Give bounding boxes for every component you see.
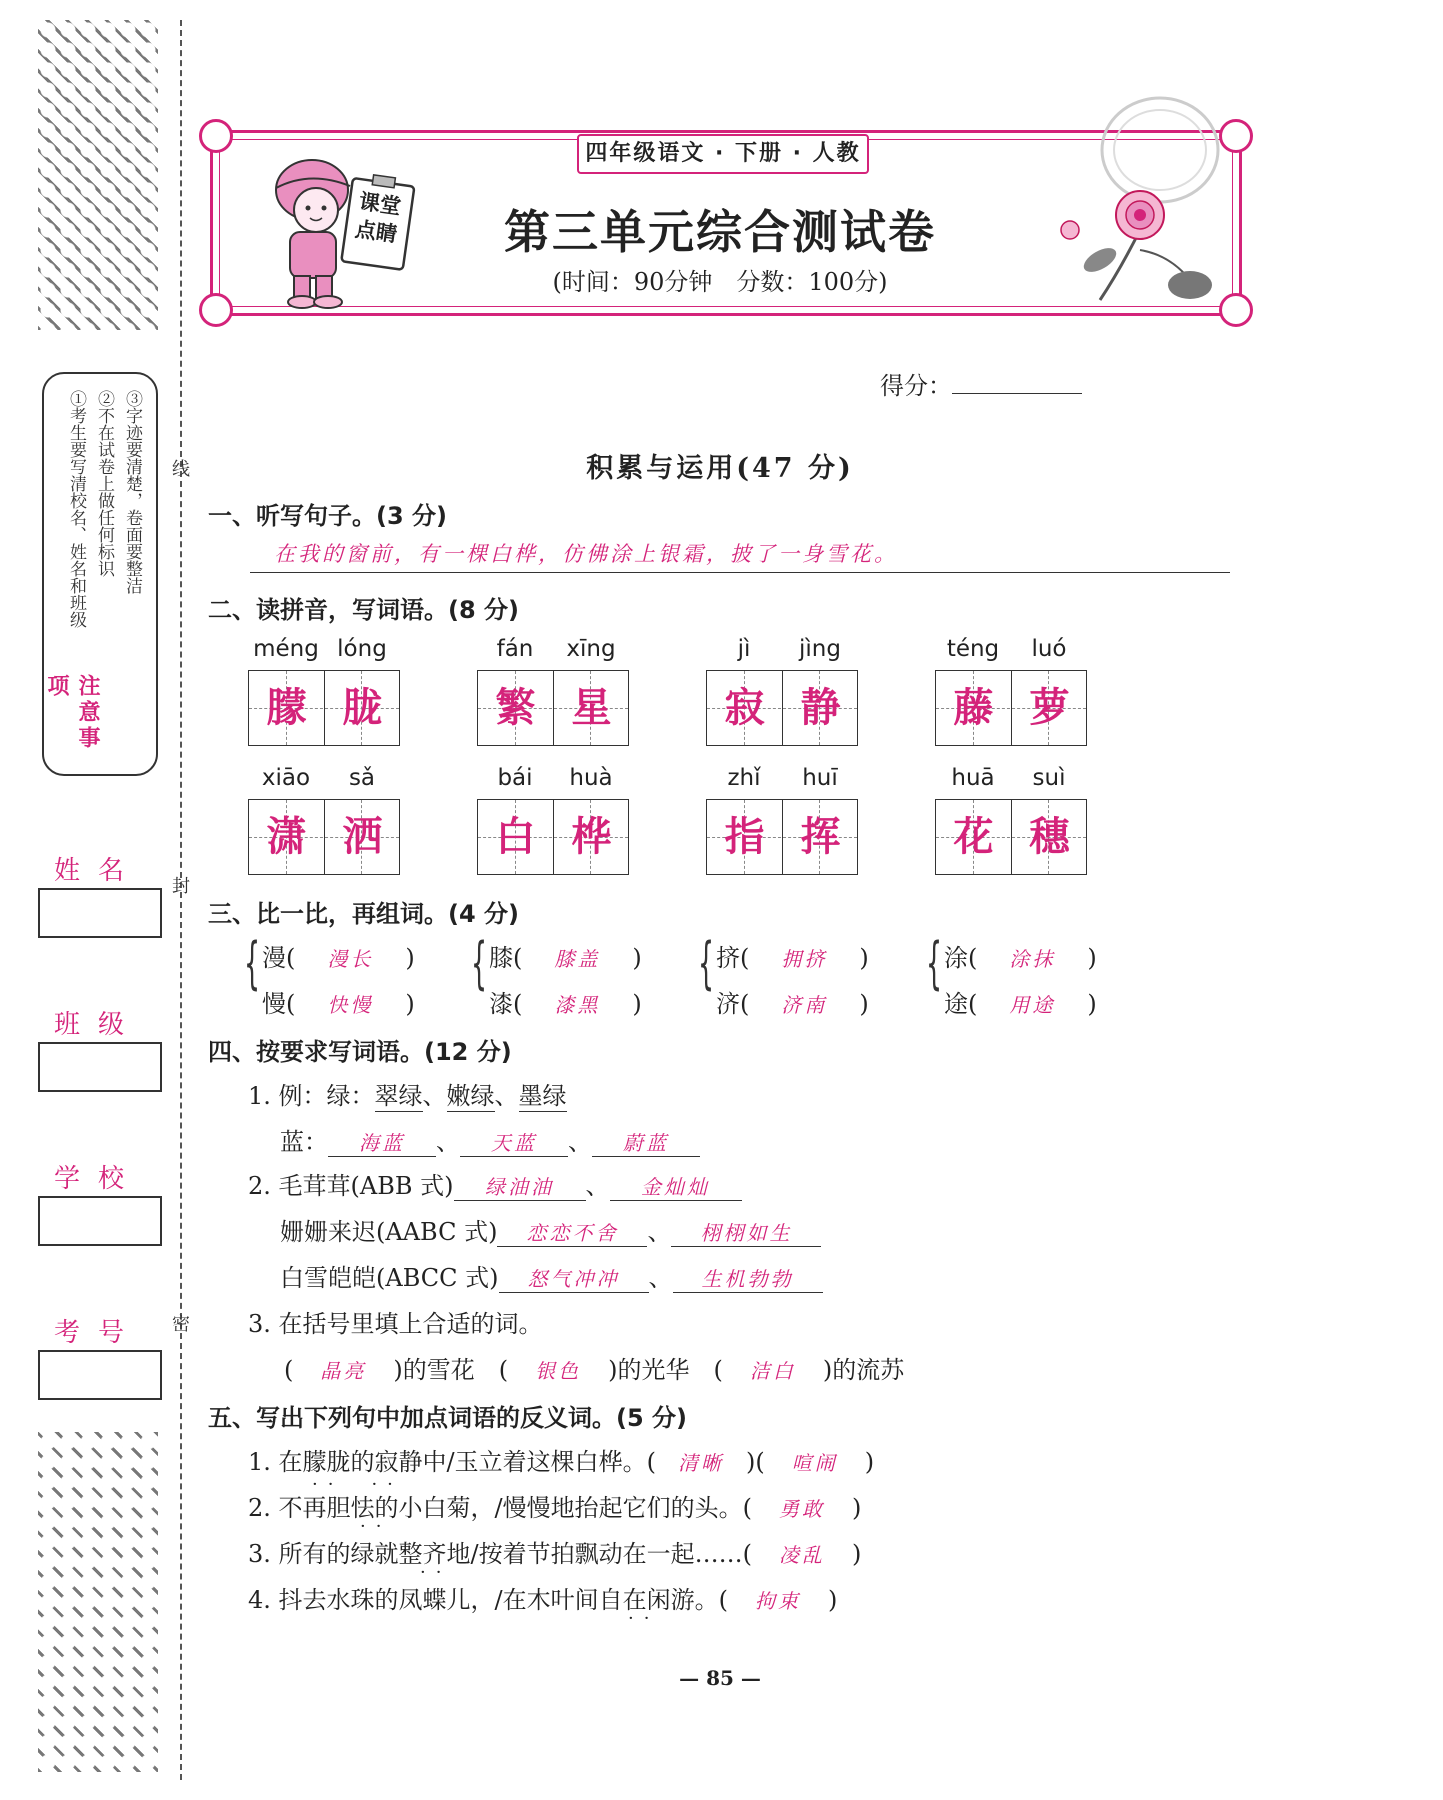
answer-character: 萝 [1011,671,1087,745]
pinyin-syllable: fán [496,636,534,662]
emphasis-dots: ·· [360,1516,392,1537]
q4-s1-label: 1. 例：绿： [248,1082,375,1110]
pinyin-syllable: suì [1032,765,1066,791]
brace: { [926,931,943,996]
answer-blank[interactable]: 喧闹 [791,1451,838,1475]
notice-item: ①考生要写清校名、姓名和班级 [66,390,86,628]
time-score-info: (时间：90分钟 分数：100分) [552,268,888,296]
phrase-text: 的雪花 [402,1356,475,1384]
compare-char: 慢 [262,990,286,1018]
question-1-answer-line [250,538,1230,573]
compare-char: 膝 [489,944,513,972]
pinyin-syllable: sǎ [348,765,376,791]
answer-character: 花 [953,814,994,860]
answer-blank[interactable]: 涂抹 [1009,947,1056,971]
answer-character: 指 [724,814,765,860]
answer-blank[interactable]: 膝盖 [554,947,601,971]
answer-character: 胧 [324,671,400,745]
notice-box [42,372,158,776]
compare-char: 济 [716,990,740,1018]
school-label: 学校 [53,1164,142,1194]
compare-char: 途 [944,990,968,1018]
compare-row: 漫( 漫长 ) [262,944,415,972]
margin-mark-line: 线 [172,459,190,480]
answer-character: 穗 [1011,800,1087,874]
answer-character: 静 [782,671,858,745]
answer-blank[interactable]: 拘束 [755,1589,801,1613]
q4-s3-row: ( 晶亮 )的雪花 ( 银色 )的光华 ( 洁白 )的流苏 [284,1356,905,1384]
answer-blank[interactable]: 恋恋不舍 [497,1217,647,1247]
q5-item: 3. 所有的绿就整齐地/按着节拍飘动在一起……( 凌乱 ) [248,1540,862,1568]
notice-title: 注意事项 [44,674,101,752]
badge-label: 课堂点睛 [353,189,403,247]
grade-label: 四年级语文 · 下册 · 人教 [577,134,869,174]
compare-row: 漆( 漆黑 ) [489,990,642,1018]
question-2-title: 二、读拼音，写词语。(8 分) [208,596,519,624]
phrase-text: 的光华 [617,1356,690,1384]
q5-sentence: 4. 抖去水珠的凤蝶儿，/在木叶间自在闲游。 [248,1586,719,1614]
answer-blank[interactable]: 勇敢 [779,1497,825,1521]
answer-blank[interactable]: 蔚蓝 [592,1127,700,1157]
q5-item: 1. 在朦胧的寂静中/玉立着这棵白桦。( 清晰 )( 喧闹 ) [248,1448,875,1476]
page-number: 85 [706,1666,734,1690]
answer-character: 藤 [953,685,994,731]
pinyin-syllable: lóng [337,636,387,662]
pinyin-syllable: téng [946,636,1000,662]
character-box[interactable] [935,799,1087,875]
compare-char: 漫 [262,944,286,972]
q4-s2-label: 2. 毛茸茸(ABB 式) [248,1172,454,1200]
pinyin-syllable: méng [253,636,319,662]
answer-blank[interactable]: 拥挤 [781,947,828,971]
decorative-pattern-top [38,20,158,330]
pinyin-syllable: xiāo [261,765,311,791]
q5-sentence: 3. 所有的绿就整齐地/按着节拍飘动在一起…… [248,1540,743,1568]
question-3-title: 三、比一比，再组词。(4 分) [208,900,519,928]
example-word: 嫩绿 [447,1076,495,1112]
class-field[interactable] [38,1042,162,1092]
q4-s1-blue-label: 蓝： [280,1128,328,1156]
page-title: 第三单元综合测试卷 [504,205,936,259]
answer-blank[interactable]: 济南 [781,993,828,1017]
pinyin-syllable: luó [1031,636,1067,662]
q4-s3-label: 3. 在括号里填上合适的词。 [248,1310,543,1338]
character-box[interactable] [706,799,858,875]
compare-row: 挤( 拥挤 ) [716,944,869,972]
phrase-text: 的流苏 [832,1356,905,1384]
compare-row: 济( 济南 ) [716,990,869,1018]
q5-item: 2. 不再胆怯的小白菊，/慢慢地抬起它们的头。( 勇敢 ) [248,1494,862,1522]
score-label: 得分： [880,372,952,400]
answer-blank[interactable]: 银色 [535,1359,582,1383]
margin-mark-secret: 密 [172,1314,190,1335]
q4-s1-example: 1. 例：绿：翠绿、嫩绿、墨绿 [248,1076,567,1112]
q4-s2-row: 姗姗来迟(AABC 式) 恋恋不舍 、 栩栩如生 [280,1212,821,1247]
school-field[interactable] [38,1196,162,1246]
q5-item: 4. 抖去水珠的凤蝶儿，/在木叶间自在闲游。( 拘束 ) [248,1586,838,1614]
answer-character: 潇 [266,814,307,860]
exam-number-field[interactable] [38,1350,162,1400]
compare-char: 漆 [489,990,513,1018]
decorative-pattern-bottom [38,1432,158,1772]
name-label: 姓名 [53,856,142,886]
answer-character: 白 [495,814,536,860]
q5-sentence: 1. 在朦胧的寂静中/玉立着这棵白桦。 [248,1448,647,1476]
answer-blank[interactable]: 晶亮 [320,1359,367,1383]
notice-item: ③字迹要清楚，卷面要整洁 [122,390,142,594]
answer-character: 星 [553,671,629,745]
answer-blank[interactable]: 天蓝 [460,1127,568,1157]
brace: { [698,931,715,996]
question-4-title: 四、按要求写词语。(12 分) [208,1038,512,1066]
page-number-row: — 85 — [679,1666,761,1690]
answer-blank[interactable]: 金灿灿 [610,1171,742,1201]
emphasis-dots: ·· [420,1562,452,1583]
q4-s2-row: 2. 毛茸茸(ABB 式) 绿油油 、 金灿灿 [248,1166,742,1201]
character-box[interactable] [477,799,629,875]
compare-char: 挤 [716,944,740,972]
answer-character: 洒 [324,800,400,874]
q5-sentence: 2. 不再胆怯的小白菊，/慢慢地抬起它们的头。 [248,1494,743,1522]
pinyin-syllable: jì [737,636,751,662]
answer-blank[interactable]: 海蓝 [328,1127,436,1157]
question-1-title: 一、听写句子。(3 分) [208,502,447,530]
answer-blank[interactable]: 洁白 [749,1359,796,1383]
question-5-title: 五、写出下列句中加点词语的反义词。(5 分) [208,1404,687,1432]
compare-row: 涂( 涂抹 ) [944,944,1097,972]
answer-character: 寂 [724,685,765,731]
answer-blank[interactable]: 清晰 [678,1451,724,1475]
part-title: 积累与运用(47 分) [586,453,854,484]
answer-blank[interactable]: 生机勃勃 [673,1263,823,1293]
flower-illustration [1040,80,1240,310]
answer-blank[interactable]: 漫长 [327,947,374,971]
pinyin-syllable: zhǐ [727,765,761,791]
emphasis-dots: ·· [628,1608,660,1629]
compare-row: 膝( 膝盖 ) [489,944,642,972]
answer-character: 朦 [266,685,307,731]
score-field[interactable] [952,369,1082,394]
pinyin-syllable: jìng [799,636,841,662]
pinyin-syllable: huà [569,765,613,791]
answer-blank[interactable]: 栩栩如生 [671,1217,821,1247]
answer-character: 桦 [553,800,629,874]
answer-blank[interactable]: 漆黑 [554,993,601,1017]
answer-blank[interactable]: 怒气冲冲 [499,1263,649,1293]
pinyin-syllable: xīng [566,636,616,662]
answer-blank[interactable]: 用途 [1009,993,1056,1017]
pinyin-syllable: huā [951,765,995,791]
answer-character: 挥 [782,800,858,874]
answer-blank[interactable]: 凌乱 [779,1543,825,1567]
binding-line [180,20,182,1780]
character-box[interactable] [935,670,1087,746]
character-box[interactable] [248,799,400,875]
compare-row: 途( 用途 ) [944,990,1097,1018]
character-box[interactable] [248,670,400,746]
exam-number-label: 考号 [53,1318,142,1348]
score-row [880,366,1082,401]
q4-s2-row: 白雪皑皑(ABCC 式) 怒气冲冲 、 生机勃勃 [280,1258,823,1293]
q4-s2-label: 白雪皑皑(ABCC 式) [280,1264,499,1292]
example-word: 翠绿 [375,1076,423,1112]
notice-item: ②不在试卷上做任何标识 [94,390,114,577]
brace: { [471,931,488,996]
pinyin-syllable: bái [497,765,533,791]
class-label: 班级 [53,1010,142,1040]
character-box[interactable] [477,670,629,746]
answer-character: 繁 [495,685,536,731]
pinyin-syllable: huī [802,765,838,791]
compare-char: 涂 [944,944,968,972]
example-word: 墨绿 [519,1076,567,1112]
q4-s1-answer-row: 蓝： 海蓝 、 天蓝 、 蔚蓝 [280,1122,700,1157]
brace: { [244,931,261,996]
compare-row: 慢( 快慢 ) [262,990,415,1018]
question-1-answer: 在我的窗前，有一棵白桦，仿佛涂上银霜，披了一身雪花。 [274,542,898,566]
margin-mark-seal: 封 [172,876,190,897]
character-box[interactable] [706,670,858,746]
q4-s2-label: 姗姗来迟(AABC 式) [280,1218,498,1246]
emphasis-dots: ·· ·· [312,1474,403,1495]
answer-blank[interactable]: 绿油油 [454,1171,586,1201]
name-field[interactable] [38,888,162,938]
answer-blank[interactable]: 快慢 [327,993,374,1017]
